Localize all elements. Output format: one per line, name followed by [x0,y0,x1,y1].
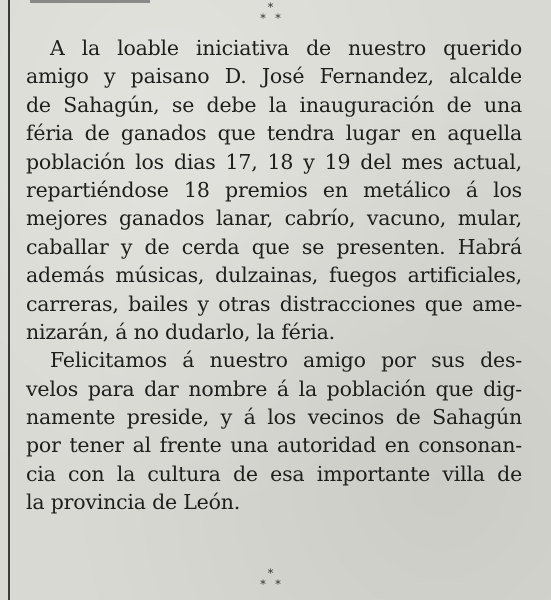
paragraph-2 [26,346,522,516]
text-line: repartiéndose 18 premios en metálico á los [26,177,522,202]
text-line: carreras, bailes y otras distracciones que ame- [26,291,522,316]
text-line: velos para dar nombre á la población que dig- [26,376,522,401]
ornament-star-pair: * * [260,12,284,25]
column-rule [8,0,10,600]
text-line: nizarán, á no dudarlo, la féria. [26,319,335,344]
text-line: mejores ganados lanar, cabrío, vacuno, mular, [26,206,522,231]
text-line: de Sahagún, se debe la inauguración de una [26,92,522,117]
text-line: A la loable iniciativa de nuestro querido [50,36,522,60]
text-line: caballar y de cerda que se presenten. Habrá [26,234,522,259]
text-line: además músicas, dulzainas, fuegos artificiales, [26,263,522,288]
text-line: féria de ganados que tendra lugar en aquella [26,121,522,146]
ornament-star: * [267,567,277,580]
article-body [26,34,522,517]
text-line: por tener al frente una autoridad en consonan- [26,433,522,458]
text-line: cia con la cultura de esa importante villa de [26,461,522,486]
text-line: amigo y paisano D. José Fernandez, alcalde [26,64,522,89]
paragraph-1 [26,34,522,346]
text-line: namente preside, y á los vecinos de Sahagún [26,405,522,430]
ornament-star-pair: * * [260,578,284,591]
text-line: la provincia de León. [26,490,241,515]
text-line: Felicitamos á nuestro amigo por sus des- [50,348,522,373]
ornament-star: * [267,1,277,14]
bottom-asterism-ornament [252,568,292,598]
text-line: población los dias 17, 18 y 19 del mes actual, [26,149,522,174]
top-asterism-ornament [252,2,292,32]
top-edge-mark [30,0,150,3]
